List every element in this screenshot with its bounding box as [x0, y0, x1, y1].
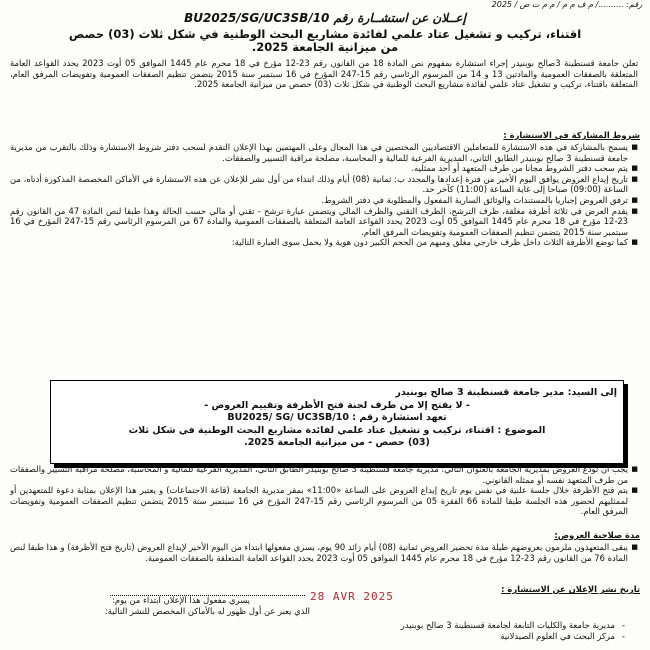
list-item: ■ يتم سحب دفتر الشروط مجانا من طرف المتعهد أو أحد ممثليه. — [10, 163, 638, 174]
section-validity-title: مدة صلاحية العروض: — [554, 530, 640, 540]
publication-tail: الذي يعبر عن أول ظهور له بالأماكن المخصص للنشر التالية: — [104, 606, 310, 616]
reference-number: رقم: ........../ م ف م م / م م ت ص / 2025 — [491, 0, 642, 9]
list-item: ■ يقدم العرض في ثلاثة أظرفة مغلقة، ظرف الترشح، الظرف التقني والظرف المالي ويتضمن عبارة ترشح - تقني أو مالي حسب الحالة وهذا طبقا لنص المادة 47 من القانون رقم 23-12 مؤرخ في 18 محرم عام 1445 الموافق 05 أوت 2023 يحدد القواعد العامة المتعلقة بالصفقات العمومية والمادة 67 من المرسوم الرئاسي رقم 15-247 المؤرخ في 16 سبتمبر سنة 2015 يتضمن تنظيم الصفقات العمومية وتفويضات المرفق العام. — [10, 206, 638, 238]
envelope-label-box — [50, 380, 624, 464]
list-item: - مديرية جامعة والكليات التابعة لجامعة قسنطينة 3 صالح بوبنيدر — [10, 620, 625, 631]
date-stamp: 28 AVR 2025 — [310, 590, 394, 603]
announcement-subject: اقتناء، تركيب و تشغيل عتاد علمي لفائدة مشاريع البحث الوطنية في شكل ثلاث (03) حصص — [68, 27, 582, 41]
list-item: - مركز البحث في العلوم الصيدلانية — [10, 631, 625, 642]
list-item: ■ يسمح بالمشاركة في هذه الاستشارة للمتعاملين الاقتصاديين المختصين في هذا المجال وعلى المهتمين بهذا الإعلان التقدم لسحب دفتر شروط الاستشارة وذلك بالتقرب من مديرية جامعة قسنطينة 3 صالح بوبنيدر الطابق الثاني، المديرية الفرعية للمالية و المحاسبة، مصلحة مراقبة التسيير والصفقات. — [10, 142, 638, 163]
deposit-list — [10, 464, 638, 517]
list-item: ■ ترفق العروض إجباريا بالمستندات والوثائق السارية المفعول والمطلوبة في دفتر الشروط. — [10, 195, 638, 206]
participation-list — [10, 142, 638, 248]
announcement-title: إعــلان عن استشــارة رقم BU2025/SG/UC3SB/10 — [184, 11, 466, 25]
box-consultation-number: تعهد استشارة رقم : BU2025/ SG/ UC3SB/10 — [227, 412, 447, 423]
publication-places — [10, 620, 625, 641]
list-item: ■ كما توضع الأظرفة الثلاث داخل ظرف خارجي مغلق ومبهم من الحجم الكبير دون هوية ولا يحمل سوى العبارة التالية: — [10, 237, 638, 248]
box-subject-end: (03) حصص - من ميزانية الجامعة 2025. — [244, 437, 430, 448]
list-item: ■ تاريخ إيداع العروض يوافق اليوم الأخير من فترة إعدادها والمحدد ب: ثمانية (08) أيام وذلك ابتداء من أول نشر للإعلان عن هذه الاستشارة في الأماكن المخصصة المذكورة أدناه، من الساعة (09:00) صباحا إلى غاية الساعة (11:00) كآخر حد. — [10, 174, 638, 195]
dotted-line — [110, 595, 305, 596]
box-addressee: إلى السيد: مدير جامعة قسنطينة 3 صالح بوبنيدر — [395, 387, 617, 398]
announcement-subject-budget: من ميزانية الجامعة 2025. — [251, 40, 399, 54]
validity-paragraph — [10, 542, 638, 563]
intro-paragraph: تعلن جامعة قسنطينة 3صالح بوبنيدر إجراء استشارة بمفهوم نص المادة 18 من القانون رقم 23-12 مؤرخ في 18 محرم عام 1445 الموافق 05 أوت 2023 يحدد القواعد العامة المتعلقة بالصفقات العمومية والمادتين 13 و 14 من المرسوم الرئاسي رقم 15-247 المؤرخ في 16 سبتمبر سنة 2015 يتضمن تنظيم الصفقات العمومية وتفويضات المرفق العام، المتعلقة باقتناء، تركيب و تشغيل عتاد علمي لفائدة مشاريع البحث الوطنية في شكل ثلاث (03) حصص من ميزانية الجامعة 2025. — [10, 58, 639, 90]
list-item: ■ يبقى المتعهدون ملزمون بعروضهم طيلة مدة تحضير العروض ثمانية (08) أيام زائد 90 يوم، يسري مفعولها ابتداء من اليوم الأخير لإيداع العروض (تاريخ فتح الأظرفة) و هذا طبقا لنص المادة 76 من القانون رقم 23-12 مؤرخ في 18 محرم عام 1445 الموافق 05 أوت 2023 يحدد القواعد العامة المتعلقة بالصفقات العمومية. — [10, 542, 638, 563]
publication-start: يسري مفعول هذا الإعلان ابتداء من يوم: — [112, 595, 250, 605]
list-item: ■ يجب أن تودع العروض بمديرية الجامعة بالعنوان التالي: مديرية جامعة قسنطينة 3 صالح بوبنيدر الطابق الثاني، المديرية الفرعية للمالية و المحاسبة، مصلحة مراقبة التسيير والصفقات من طرف المتعهد نفسه أو ممثله القانوني. — [10, 464, 638, 485]
section-publication-title: تاريخ نشر الإعلان عن الاستشارة : — [501, 584, 640, 594]
box-subject: الموضوع : اقتناء، تركيب و تشغيل عتاد علمي لفائدة مشاريع البحث الوطنية في شكل ثلاث — [128, 424, 546, 436]
box-do-not-open: - لا يفتح إلا من طرف لجنة فتح الأظرفة وتقييم العروض - — [204, 399, 470, 411]
list-item: ■ يتم فتح الأظرفة خلال جلسة علنية في نفس يوم تاريخ إيداع العروض على الساعة «11:00» بمقر مديرية الجامعة (قاعة الاجتماعات) و يعتبر هذا الإعلان بمثابة دعوة للمتعهدين أو لممثليهم لحضور هذه الجلسة طبقا للمادة 66 الفقرة 05 من المرسوم الرئاسي رقم 15-247 المؤرخ في 16 سبتمبر سنة 2015 يتضمن تنظيم الصفقات العمومية وتفويضات المرفق العام. — [10, 485, 638, 517]
section-participation-title: شروط المشاركة في الاستشارة : — [503, 130, 640, 140]
